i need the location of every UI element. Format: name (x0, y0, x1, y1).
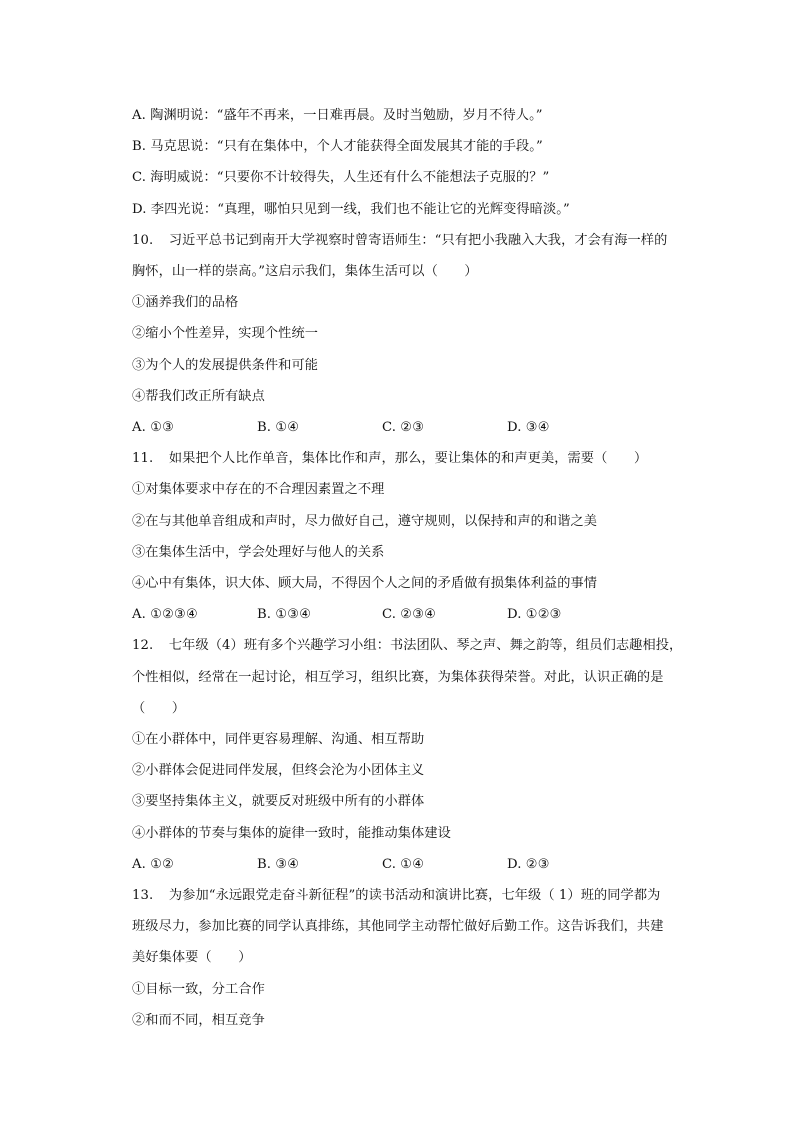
q12-number: 12. (132, 638, 154, 654)
q12-choices (132, 849, 704, 880)
q13-stem-line1 (132, 880, 704, 911)
q11-number: 11. (132, 451, 154, 467)
q10-stem-line2: 胸怀，山一样的崇高。”这启示我们，集体生活可以（ ） (132, 264, 478, 280)
q10-item-4: ④帮我们改正所有缺点 (132, 388, 265, 404)
q12-stem-line3: （ ） (132, 700, 186, 716)
q13-item-2: ②和而不同，相互竞争 (132, 1012, 265, 1028)
q10-choice-b: B. ①④ (257, 420, 300, 436)
q13-stem-line2: 班级尽力，参加比赛的同学认真排练，其他同学主动帮忙做好后勤工作。这告诉我们，共建 (132, 919, 664, 935)
q11-choice-a: A. ①②③④ (132, 607, 198, 623)
q12-stem-text: 七年级（4）班有多个兴趣学习小组：书法团队、琴之声、舞之韵等，组员们志趣相投， (168, 638, 683, 654)
q12-stem-line1 (132, 630, 704, 661)
q12-item-2: ②小群体会促进同伴发展，但终会沦为小团体主义 (132, 763, 425, 779)
q13-item-1: ①目标一致，分工合作 (132, 981, 265, 997)
q12-choice-d: D. ②③ (507, 856, 550, 872)
q9-option-a: A. 陶渊明说：“盛年不再来，一日难再晨。及时当勉励，岁月不待人。” (132, 108, 543, 123)
page-content (132, 100, 704, 1036)
q9-option-d: D. 李四光说：“真理，哪怕只见到一线，我们也不能让它的光辉变得暗淡。” (132, 201, 570, 217)
q11-stem-text: 如果把个人比作单音，集体比作和声，那么，要让集体的和声更美，需要（ ） (168, 451, 648, 467)
q11-item-3: ③在集体生活中，学会处理好与他人的关系 (132, 544, 385, 560)
q10-item-2: ②缩小个性差异，实现个性统一 (132, 326, 319, 342)
q12-item-4: ④小群体的节奏与集体的旋律一致时，能推动集体建设 (132, 825, 451, 841)
q12-choice-c: C. ①④ (382, 856, 425, 872)
q12-choice-b: B. ③④ (257, 856, 300, 872)
q11-choices (132, 599, 704, 630)
q10-choices (132, 412, 704, 443)
q10-choice-c: C. ②③ (382, 420, 425, 436)
q10-number: 10. (132, 232, 154, 248)
q12-stem-line2: 个性相似，经常在一起讨论，相互学习，组织比赛，为集体获得荣誉。对此，认识正确的是 (132, 669, 664, 685)
q10-item-1: ①涵养我们的品格 (132, 295, 239, 311)
q12-item-1: ①在小群体中，同伴更容易理解、沟通、相互帮助 (132, 732, 425, 748)
q10-choice-d: D. ③④ (507, 420, 550, 436)
q10-stem-line1 (132, 225, 704, 256)
q11-choice-d: D. ①②③ (507, 607, 562, 623)
q13-stem-line3: 美好集体要（ ） (132, 950, 252, 966)
q11-choice-c: C. ②③④ (382, 607, 437, 623)
q11-item-1: ①对集体要求中存在的不合理因素置之不理 (132, 482, 385, 498)
q9-option-b: B. 马克思说：“只有在集体中，个人才能获得全面发展其才能的手段。” (132, 139, 543, 155)
q12-choice-a: A. ①② (132, 856, 175, 872)
q12-item-3: ③要坚持集体主义，就要反对班级中所有的小群体 (132, 794, 425, 810)
q11-stem-line1 (132, 443, 704, 474)
q11-item-2: ②在与其他单音组成和声时，尽力做好自己，遵守规则，以保持和声的和谐之美 (132, 513, 598, 529)
q11-item-4: ④心中有集体，识大体、顾大局，不得因个人之间的矛盾做有损集体利益的事情 (132, 576, 598, 592)
q11-choice-b: B. ①③④ (257, 607, 312, 623)
q9-option-c: C. 海明威说：“只要你不计较得失，人生还有什么不能想法子克服的？” (132, 170, 550, 186)
q10-choice-a: A. ①③ (132, 420, 175, 436)
q13-number: 13. (132, 888, 154, 904)
q13-stem-text: 为参加“永远跟党走奋斗新征程”的读书活动和演讲比赛，七年级（ 1）班的同学都为 (168, 888, 661, 904)
q10-stem-text: 习近平总书记到南开大学视察时曾寄语师生：“只有把小我融入大我，才会有海一样的 (168, 232, 668, 248)
q10-item-3: ③为个人的发展提供条件和可能 (132, 357, 319, 373)
